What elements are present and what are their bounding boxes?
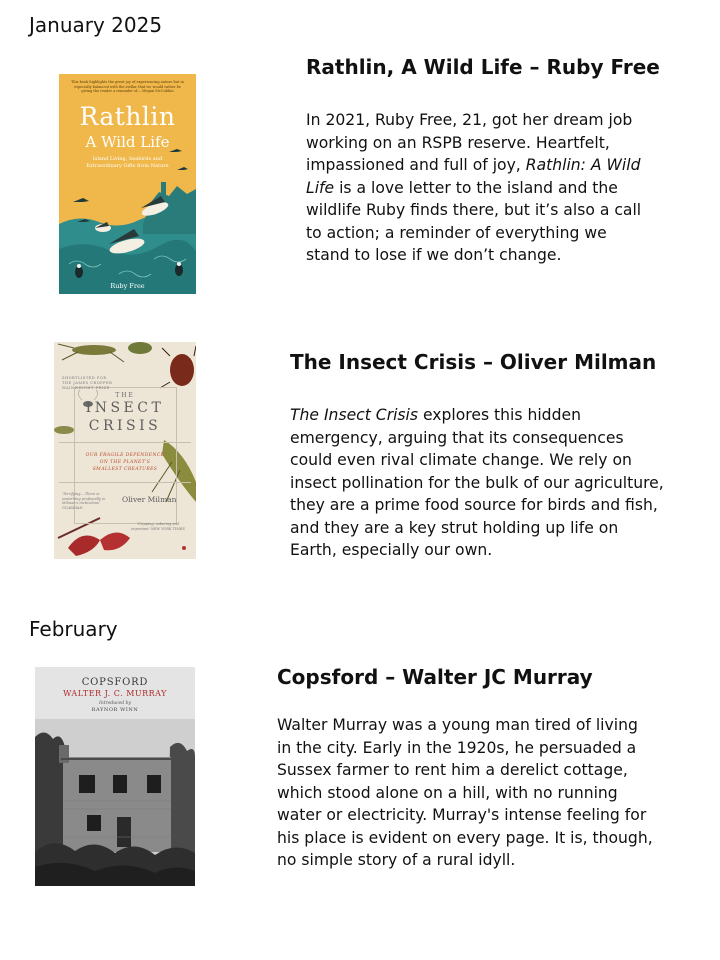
- copsford-cover-author: WALTER J. C. MURRAY: [63, 689, 167, 698]
- insect-crisis-cover-rule: [59, 442, 191, 443]
- rathlin-cover-title: Rathlin: [79, 102, 176, 131]
- book-description-copsford: Walter Murray was a young man tired of living in the city. Early in the 1920s, he persuaded a Sussex farmer to rent him a derelict cottage, which stood alone on a hill, with no running water or electricity. Murray's intense feeling for his place is evident on every page. It is, though, no simple story of a rural idyll.: [277, 716, 653, 869]
- insect-crisis-cover-title-line2: CRISIS: [88, 418, 162, 434]
- rathlin-cover-blurb: This book highlights the great joy of experiencing nature but in especially balanced with the stellar that we would rather be giving the reader a reminder of— Megan McCubbin: [71, 80, 184, 93]
- insect-crisis-cover-subtitle: OUR FRAGILE DEPENDENCE ON THE PLANET'S SMALLEST CREATURES: [85, 453, 165, 472]
- insect-crisis-quote-guardian: 'Terrifying... There is something profoundly in Milman's meticulous' GUARDIAN: [62, 492, 106, 510]
- book-cover-rathlin: [59, 74, 196, 294]
- insect-crisis-cover-the: THE: [115, 392, 135, 399]
- book-title-insect-crisis: The Insect Crisis – Oliver Milman: [290, 350, 657, 374]
- insect-crisis-cover-author: Oliver Milman: [122, 495, 177, 504]
- book-title-rathlin: Rathlin, A Wild Life – Ruby Free: [306, 55, 660, 79]
- book-cover-copsford: [35, 667, 195, 886]
- book-title-copsford: Copsford – Walter JC Murray: [277, 665, 593, 689]
- book-description-rathlin: In 2021, Ruby Free, 21, got her dream job working on an RSPB reserve. Heartfelt, impassioned and full of joy, Rathlin: A Wild Life is a love letter to the island and the wildlife Ruby finds there, but it’s also a call to action; a reminder of everything we stand to lose if we don’t change.: [306, 111, 642, 264]
- month-heading-february: February: [29, 617, 118, 641]
- rathlin-cover-title-line2: A Wild Life: [85, 133, 170, 151]
- insect-crisis-shortlist: SHORTLISTED FOR THE JAMES CROPPER WAINWRIGHT PRIZE: [62, 376, 113, 390]
- insect-crisis-quote-nyt: 'Gripping, sobering and important' NEW YORK TIMES: [131, 522, 185, 531]
- month-heading-january: January 2025: [29, 13, 163, 37]
- book-cover-insect-crisis: [54, 342, 196, 559]
- copsford-cover-intro-name: RAYNOR WINN: [91, 707, 139, 713]
- copsford-cover-intro-label: Introduced by: [98, 701, 132, 706]
- insect-crisis-cover-rule-2: [59, 482, 191, 483]
- copsford-cover-photo: [35, 667, 195, 886]
- book-description-insect-crisis: The Insect Crisis explores this hidden emergency, arguing that its consequences could even rival climate change. We rely on insect pollination for the bulk of our agriculture, they are a prime food source for birds and fish, and they are a key strut holding up life on Earth, especially our own.: [290, 406, 664, 559]
- insect-crisis-cover-title-line1: INSECT: [85, 400, 165, 416]
- rathlin-cover-author: Ruby Free: [110, 282, 145, 290]
- rathlin-cover-subtitle: Island Living, Seabirds and Extraordinary Gifts from Nature: [86, 156, 169, 169]
- copsford-cover-title: COPSFORD: [81, 677, 149, 688]
